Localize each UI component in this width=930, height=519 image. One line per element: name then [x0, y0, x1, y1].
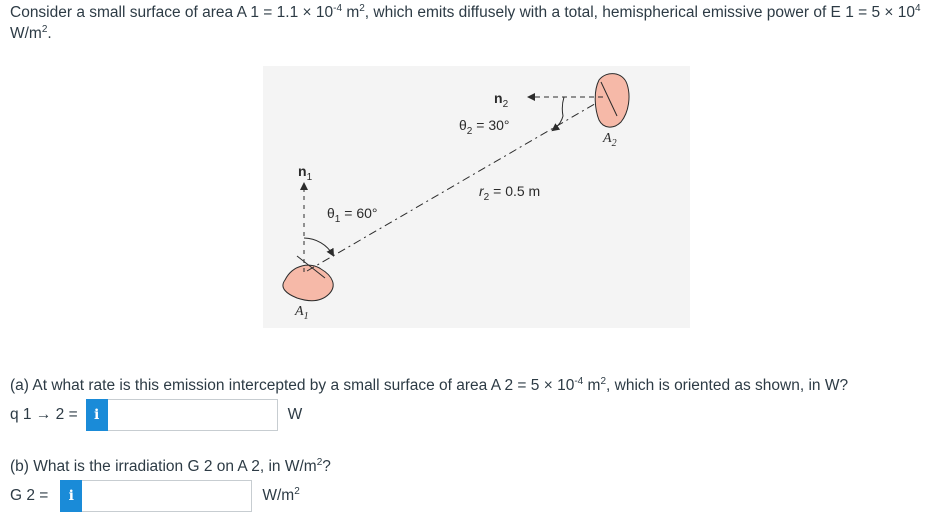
label-a1: $A_1$ [295, 304, 309, 322]
intro-text: Consider a small surface of area A 1 = 1.1 × 10 [10, 4, 334, 21]
label-theta1: $\theta_1 = 60^\circ$ [327, 205, 378, 225]
intro-exp: -4 [333, 3, 343, 14]
intro-exp: 4 [915, 3, 921, 14]
question-a-text: m [583, 377, 601, 394]
answer-b-input[interactable] [82, 480, 252, 512]
connecting-line [307, 98, 605, 271]
answer-a-unit: W [287, 406, 303, 423]
intro-exp: 2 [359, 3, 365, 14]
intro-text: , which emits diffusely with a total, hemispherical emissive power of E 1 = 5 × 10 [364, 4, 916, 21]
label-n2: $n_2$ [494, 90, 509, 110]
answer-a-label: q 1 → 2 = [10, 406, 78, 423]
question-a-text: , which is oriented as shown, in W? [606, 377, 849, 394]
question-a-exp: -4 [574, 376, 584, 387]
answer-b-unit-text: W/m [262, 487, 295, 504]
surface-a2 [595, 74, 629, 127]
question-a-exp: 2 [600, 376, 607, 387]
intro-text: W/m [10, 25, 42, 42]
answer-row-b [10, 480, 300, 512]
label-n1: $n_1$ [298, 163, 313, 183]
intro-text: . [47, 25, 52, 42]
label-r2: $r_2 = 0.5$ m [479, 183, 541, 203]
intro-exp: 2 [41, 24, 48, 35]
question-b [10, 457, 331, 477]
theta1-arc [304, 238, 333, 255]
answer-b-unit [262, 487, 299, 505]
question-a [10, 376, 848, 396]
answer-b-label: G 2 = [10, 487, 49, 504]
label-a2: $A_2$ [603, 131, 617, 149]
question-a-text: (a) At what rate is this emission intercepted by a small surface of area A 2 = 5 × 10 [10, 377, 575, 394]
question-b-text: (b) What is the irradiation G 2 on A 2, in W/m [10, 458, 317, 475]
geometry-figure [263, 66, 690, 328]
question-b-exp: 2 [316, 457, 323, 468]
theta2-arc [553, 97, 564, 130]
answer-a-input[interactable] [108, 399, 278, 431]
answer-row-a [10, 399, 302, 431]
info-icon[interactable]: i [60, 480, 82, 512]
answer-b-unit-exp: 2 [294, 486, 300, 497]
question-b-text: ? [322, 458, 331, 475]
info-icon[interactable]: i [86, 399, 108, 431]
label-theta2: $\theta_2 = 30^\circ$ [459, 117, 510, 137]
problem-statement [10, 2, 922, 44]
intro-text: m [342, 4, 360, 21]
